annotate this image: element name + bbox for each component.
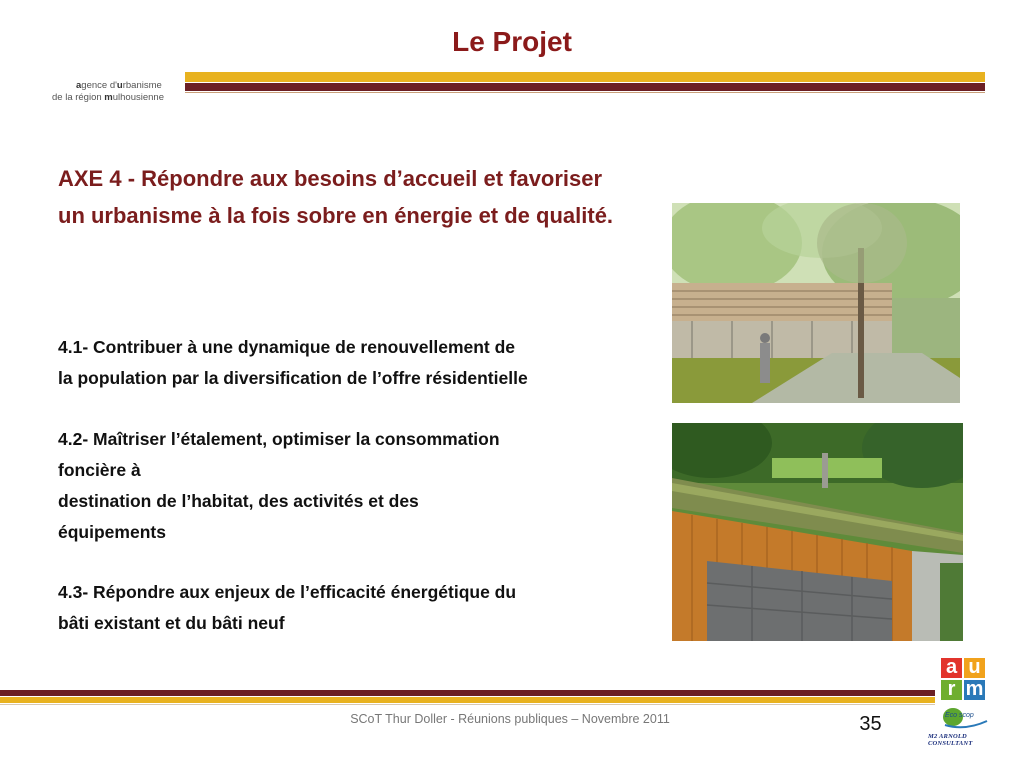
section-4-1: 4.1- Contribuer à une dynamique de renouvellement de la population par la diversification de l’offre résidentielle bbox=[58, 337, 528, 388]
slide-title: Le Projet bbox=[452, 26, 572, 57]
aurm-tile-u: u bbox=[964, 658, 985, 678]
ecoscop-logo: Eco scop bbox=[941, 705, 989, 731]
section-4-3: 4.3- Répondre aux enjeux de l’efficacité énergétique du bâti existant et du bâti neuf bbox=[58, 582, 517, 633]
aurm-tile-m: m bbox=[965, 678, 984, 700]
aurm-tile-r: r bbox=[941, 680, 962, 700]
footer-bar-maroon bbox=[0, 690, 935, 696]
arnold-logo: M2 ARNOLD CONSULTANT bbox=[928, 733, 973, 747]
footer-text: SCoT Thur Doller - Réunions publiques – Novembre 2011 bbox=[350, 712, 670, 726]
footer-bar-thin bbox=[0, 704, 935, 705]
axe-heading: AXE 4 - Répondre aux besoins d’accueil et favoriser un urbanisme à la fois sobre en énergie et de qualité. bbox=[58, 166, 614, 228]
header-bar-maroon bbox=[185, 83, 985, 91]
agency-logo: agence d'urbanisme de la région mulhousienne bbox=[52, 80, 164, 103]
header-bar-thin bbox=[185, 92, 985, 93]
building-photo bbox=[672, 203, 960, 403]
aurm-tile-a: a bbox=[941, 658, 962, 678]
page-number: 35 bbox=[859, 713, 882, 735]
footer-bar-gold bbox=[0, 697, 935, 703]
header-bar-gold bbox=[185, 72, 985, 82]
green-roof-photo bbox=[672, 423, 963, 641]
aurm-logo bbox=[941, 658, 987, 702]
section-4-2: 4.2- Maîtriser l’étalement, optimiser la consommation foncière à destination de l’habitat, des activités et des équipements bbox=[58, 429, 500, 542]
